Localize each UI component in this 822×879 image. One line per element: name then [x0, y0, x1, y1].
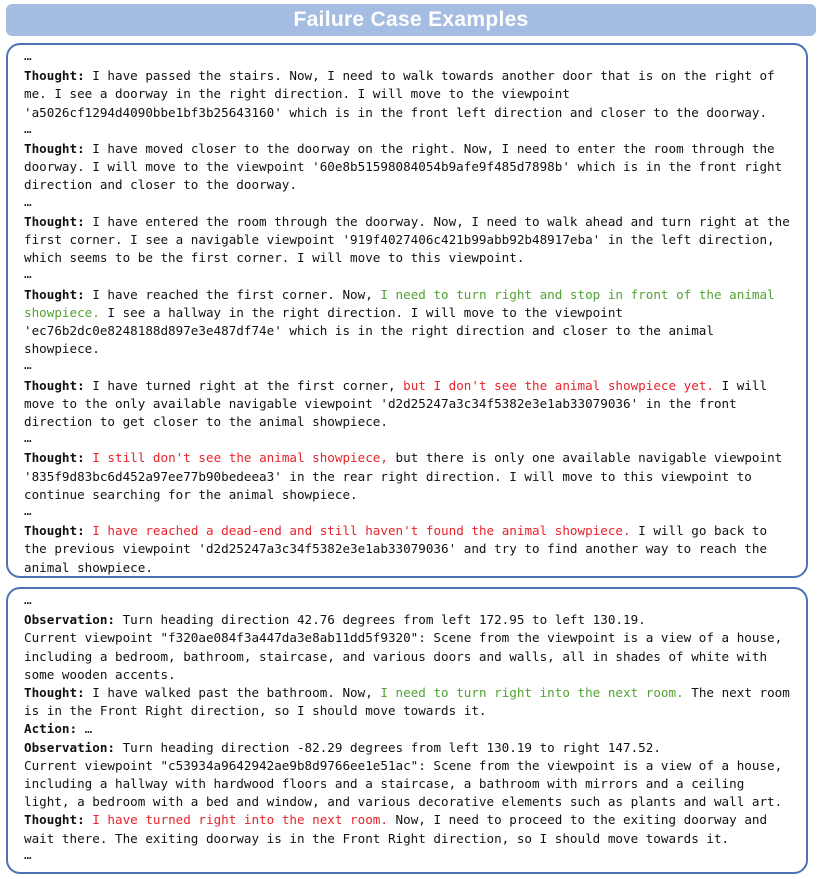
failure-case-panel-2: [6, 587, 808, 874]
ellipsis: …: [24, 266, 32, 282]
failure-highlight: I still don't see the animal showpiece,: [92, 450, 388, 466]
action-text: …: [77, 721, 93, 737]
ellipsis: …: [24, 357, 32, 373]
thought-label: Thought:: [24, 213, 85, 229]
thought-text: The next room is in the Front Right direction, so I should move towards it.: [24, 685, 798, 719]
figure-title: Failure Case Examples: [293, 8, 529, 31]
thought-entry: [24, 67, 796, 122]
thought-label: Thought:: [24, 68, 85, 84]
ellipsis: …: [24, 430, 32, 446]
viewpoint-description: Current viewpoint "c53934a9642942ae9b8d9766ee1e51ac": Scene from the viewpoint is a view of a house, including a hallway with hardwood floors and a staircase, a bathroom with mirrors and a ceiling light, a bedroom with a bed and window, and various decorative elements such as plants and wall art.: [24, 757, 790, 810]
failure-highlight: I have reached a dead-end and still haven't found the animal showpiece.: [92, 523, 631, 539]
action-entry: [24, 720, 796, 738]
thought-entry: [24, 449, 796, 504]
thought-label: Thought:: [24, 450, 85, 466]
ellipsis: …: [24, 592, 32, 607]
thought-text: I will go back to the previous viewpoint 'd2d25247a3c34f5382e3e1ab33079036' and try to find another way to reach the animal showpiece.: [24, 523, 775, 575]
thought-entry: [24, 286, 796, 359]
observation-entry: [24, 739, 796, 757]
thought-entry: [24, 684, 796, 720]
thought-text: I have passed the stairs. Now, I need to walk towards another door that is on the right of me. I see a doorway in the right direction. I will move to the viewpoint 'a5026cf1294d4090bbe1bf3b25643160' which is in the front left direction and closer to the doorway.: [24, 68, 783, 120]
thought-label: Thought:: [24, 377, 85, 393]
thought-text: I will move to the only available navigable viewpoint 'd2d25247a3c34f5382e3e1ab33079036' in the front direction to get closer to the animal showpiece.: [24, 377, 775, 429]
thought-label: Thought:: [24, 812, 85, 828]
correct-reasoning-highlight: I need to turn right into the next room.: [380, 685, 684, 700]
ellipsis: …: [24, 193, 32, 209]
thought-text: I have turned right at the first corner,: [84, 377, 404, 393]
ellipsis: …: [24, 120, 32, 136]
figure-header: [6, 4, 816, 36]
ellipsis: …: [24, 502, 32, 518]
viewpoint-description: Current viewpoint "f320ae084f3a447da3e8ab11dd5f9320": Scene from the viewpoint is a view of a house, including a bedroom, bathroom, staircase, and various doors and walls, all in shades of white with some wooden accents.: [24, 630, 790, 682]
thought-entry: [24, 811, 796, 847]
ellipsis: …: [24, 846, 32, 862]
thought-text: I have moved closer to the doorway on the right. Now, I need to enter the room through the doorway. I will move to the viewpoint '60e8b51598084054b9afe9f485d7898b' which is in the front right direction and closer to the doorway.: [24, 140, 790, 193]
thought-label: Thought:: [24, 523, 85, 539]
thought-text: I have walked past the bathroom. Now,: [84, 685, 381, 700]
failure-highlight: I have turned right into the next room.: [92, 812, 388, 828]
thought-label: Thought:: [24, 685, 85, 700]
thought-text: Now, I need to proceed to the exiting doorway and wait there. The exiting doorway is in the Front Right direction, so I should move towards it.: [24, 812, 775, 846]
thought-text: but there is only one available navigable viewpoint '835f9d83bc6d452a97ee77b90bedeea3' in the rear right direction. I will move to this viewpoint to continue searching for the animal showpiece.: [24, 450, 790, 502]
observation-entry: [24, 611, 796, 629]
thought-entry: [24, 213, 796, 268]
failure-case-panel-1: [6, 43, 808, 578]
correct-reasoning-highlight: I need to turn right and stop in front of the animal showpiece.: [24, 286, 783, 320]
observation-label: Observation:: [24, 739, 115, 755]
thought-text: I see a hallway in the right direction. I will move to the viewpoint 'ec76b2dc0e8248188d897e3e487df74e' which is in the right direction and closer to the animal showpiece.: [24, 304, 722, 357]
observation-text: Turn heading direction 42.76 degrees from left 172.95 to left 130.19.: [115, 612, 646, 628]
thought-text: I have entered the room through the doorway. Now, I need to walk ahead and turn right at the first corner. I see a navigable viewpoint '919f4027406c421b99abb92b48917eba' in the left direction, which seems to be the first corner. I will move to this viewpoint.: [24, 213, 798, 266]
observation-text: Turn heading direction -82.29 degrees from left 130.19 to right 147.52.: [115, 739, 661, 755]
ellipsis: …: [24, 48, 32, 63]
observation-label: Observation:: [24, 612, 115, 628]
thought-entry: [24, 377, 796, 432]
thought-text: I have reached the first corner. Now,: [84, 286, 381, 302]
failure-highlight: but I don't see the animal showpiece yet.: [403, 377, 714, 393]
action-label: Action:: [24, 721, 78, 737]
thought-entry: [24, 140, 796, 195]
thought-label: Thought:: [24, 140, 85, 156]
thought-entry: [24, 522, 796, 577]
thought-label: Thought:: [24, 286, 85, 302]
